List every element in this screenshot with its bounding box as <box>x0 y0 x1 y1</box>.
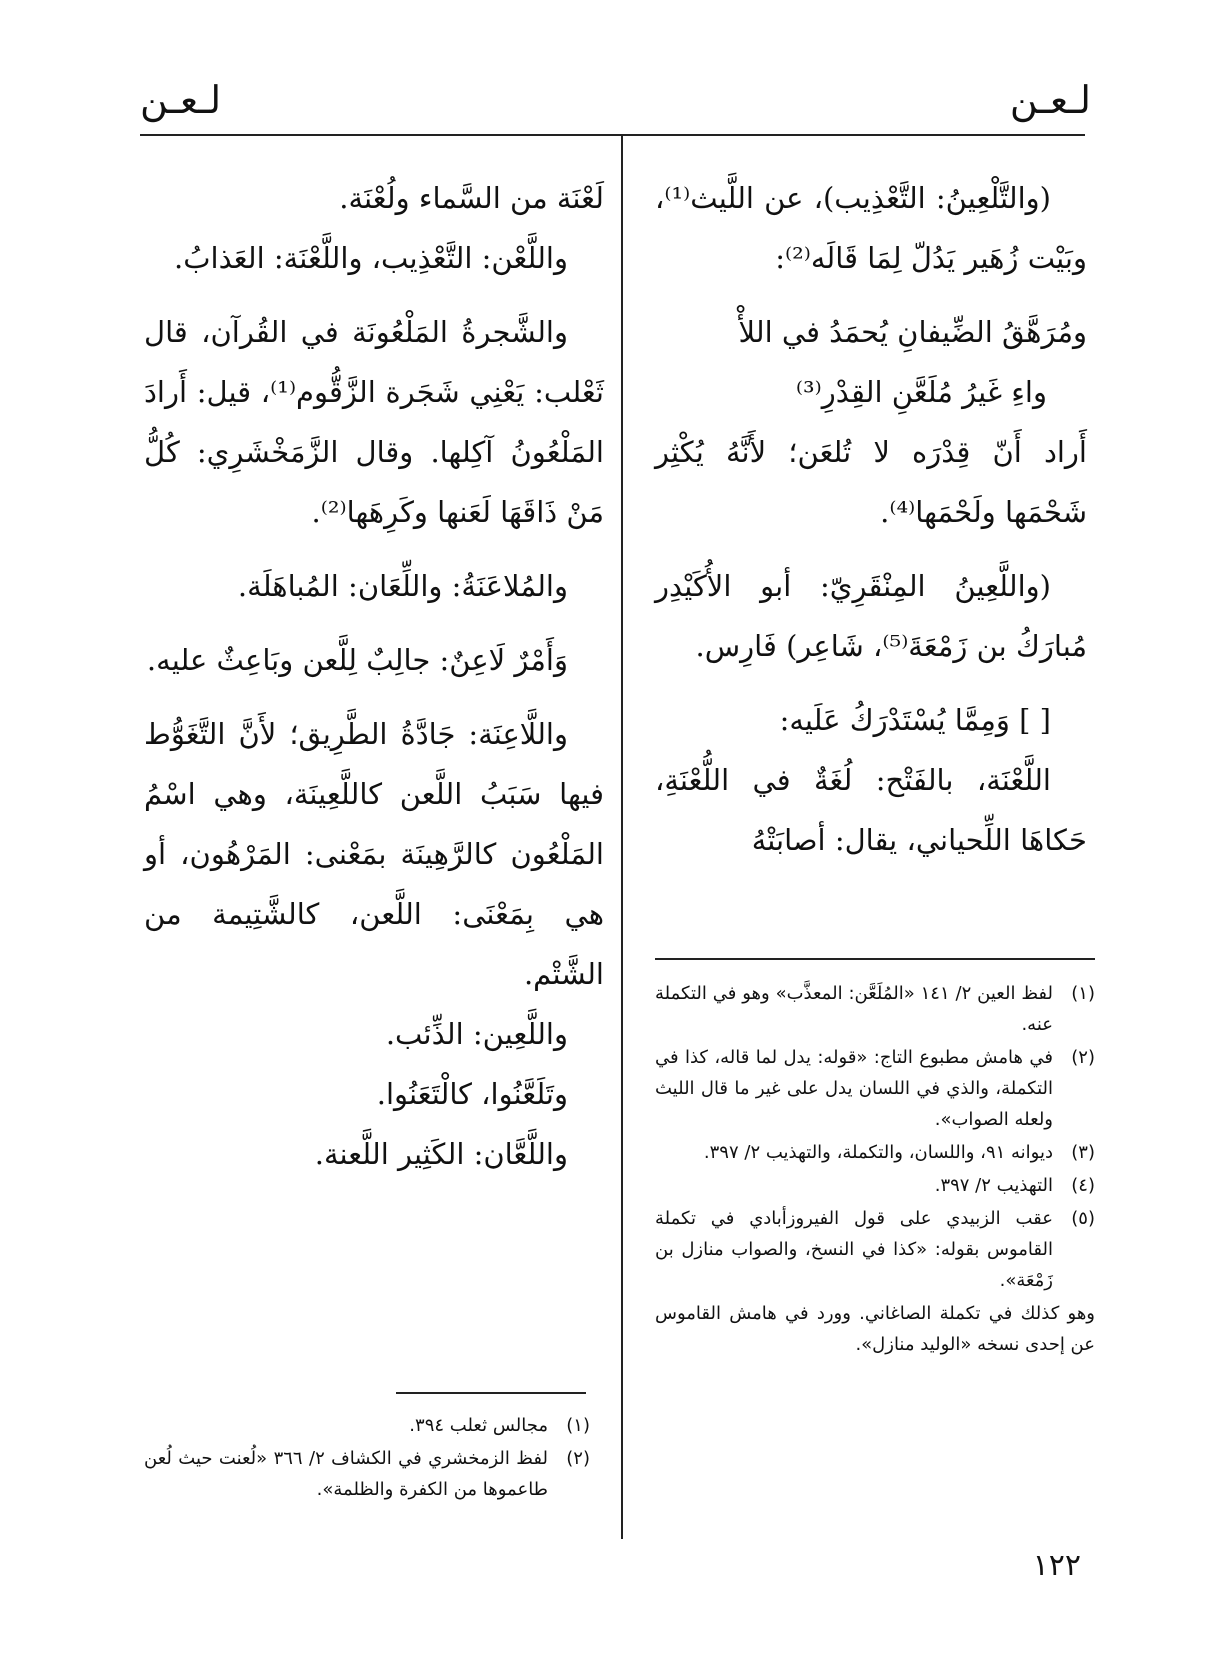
footnote-number: (١) <box>566 1415 590 1436</box>
supplement-heading: [ ] وَمِمَّا يُسْتَدْرَكُ عَلَيه: <box>779 703 1051 737</box>
entry-paragraph: وَأَمْرٌ لَاعِنٌ: جالِبٌ لِلَّعن وبَاعِثٌ عليه. <box>146 643 568 677</box>
entry-paragraph: أَراد أَنّ قِدْرَه لا تُلعَن؛ لأَنَّهُ يُكْثِر شَحْمَها ولَحْمَها⁽⁴⁾. <box>655 435 1087 529</box>
footnote-number: (٢) <box>1071 1047 1095 1068</box>
footnote-number: (٥) <box>1071 1208 1095 1229</box>
footnote-text: مجالس ثعلب ٣٩٤. <box>409 1415 548 1436</box>
entry-paragraph: واللَّعِين: الذِّئب. <box>385 1017 568 1051</box>
footnote <box>655 1170 1095 1201</box>
entry-paragraph: (والتَّلْعِينُ: التَّعْذِيب)، عن اللَّيث⁽¹⁾، وبَيْت زُهَير يَدُلّ لِمَا قَالَه⁽²⁾: <box>655 181 1087 275</box>
poetry-verse <box>655 302 1087 422</box>
footnote-number: (٤) <box>1071 1175 1095 1196</box>
footnote-rule-left <box>396 1392 586 1394</box>
footnote-text: لفظ الزمخشري في الكشاف ٢/ ٣٦٦ «لُعنت حيث لُعن طاعموها من الكفرة والظلمة». <box>144 1448 548 1500</box>
footnote-text: لفظ العين ٢/ ١٤١ «المُلَعَّن: المعذَّب» وهو في التكملة عنه. <box>655 983 1054 1035</box>
footnote-text: التهذيب ٢/ ٣٩٧. <box>934 1175 1053 1196</box>
footnote <box>655 978 1095 1040</box>
footnote-text: عقب الزبيدي على قول الفيروزأبادي في تكملة القاموس بقوله: «كذا في النسخ، والصواب منازل بن زَمْعَة». <box>655 1208 1053 1291</box>
footnote <box>655 1203 1095 1296</box>
entry-paragraph: والشَّجرةُ المَلْعُونَة في القُرآن، قال ثَعْلب: يَعْنِي شَجَرة الزَّقُّوم⁽¹⁾، قيل: أَرادَ المَلْعُونُ آكِلها. وقال الزَّمَخْشَرِي: كُلُّ مَنْ ذَاقَهَا لَعَنها وكَرِهَها⁽²⁾. <box>144 315 604 529</box>
footnote-text: في هامش مطبوع التاج: «قوله: يدل لما قاله، كذا في التكملة، والذي في اللسان يدل على غير ما قال الليث ولعله الصواب». <box>655 1047 1053 1130</box>
right-column <box>655 168 1087 884</box>
entry-paragraph: واللَّاعِنَة: جَادَّةُ الطَّرِيق؛ لأَنَّ التَّغَوُّط فيها سَبَبُ اللَّعن كاللَّعِينَة، وهي اسْمُ المَلْعُون كالرَّهِينَة بمَعْنى: المَرْهُون، أو هي بِمَعْنَى: اللَّعن، كالشَّتِيمة من الشَّتْم. <box>144 717 604 991</box>
footnote-continuation: وهو كذلك في تكملة الصاغاني. وورد في هامش القاموس عن إحدى نسخه «الوليد منازل». <box>655 1303 1095 1355</box>
entry-paragraph: والمُلاعَنَةُ: واللِّعَان: المُباهَلَة. <box>237 569 568 603</box>
column-divider <box>621 134 623 1539</box>
entry-paragraph: لَعْنَة من السَّماء ولُعْنَة. <box>339 181 604 215</box>
footnotes-left <box>144 1410 590 1507</box>
footnote-number: (١) <box>1071 983 1095 1004</box>
footnote <box>655 1042 1095 1135</box>
page-number: ١٢٢ <box>1032 1548 1081 1583</box>
left-column <box>144 168 604 1184</box>
running-header-left: لـعـن <box>140 78 222 122</box>
footnotes-right <box>655 978 1095 1360</box>
header-rule <box>140 134 1085 136</box>
entry-paragraph: (واللَّعِينُ المِنْقَرِيّ: أبو الأُكَيْدِر مُبارَكُ بن زَمْعَةَ⁽⁵⁾، شَاعِر) فَارِس. <box>655 569 1087 663</box>
footnote-number: (٢) <box>566 1448 590 1469</box>
footnote-rule-right <box>655 958 1095 960</box>
verse-hemistich-1: ومُرَهَّقُ الضِّيفانِ يُحمَدُ في اللأْ <box>738 315 1087 349</box>
footnote <box>144 1443 590 1505</box>
verse-hemistich-2: واءِ غَيرُ مُلَعَّنِ القِدْرِ⁽³⁾ <box>795 375 1047 409</box>
running-header-right: لـعـن <box>1009 78 1091 122</box>
footnote-number: (٣) <box>1071 1142 1095 1163</box>
entry-paragraph: واللَّعْن: التَّعْذِيب، واللَّعْنَة: العَذابُ. <box>174 241 568 275</box>
entry-paragraph: اللَّعْنَة، بالفَتْح: لُغَةٌ في اللُّعْنَةِ، حَكاهَا اللِّحياني، يقال: أصابَتْهُ <box>655 763 1087 857</box>
footnote <box>655 1137 1095 1168</box>
footnote-text: ديوانه ٩١، واللسان، والتكملة، والتهذيب ٢/ ٣٩٧. <box>703 1142 1053 1163</box>
entry-paragraph: وتَلَعَّنُوا، كالْتَعَنُوا. <box>376 1077 568 1111</box>
entry-paragraph: واللَّعَّان: الكَثِير اللَّعنة. <box>314 1137 568 1171</box>
footnote <box>144 1410 590 1441</box>
